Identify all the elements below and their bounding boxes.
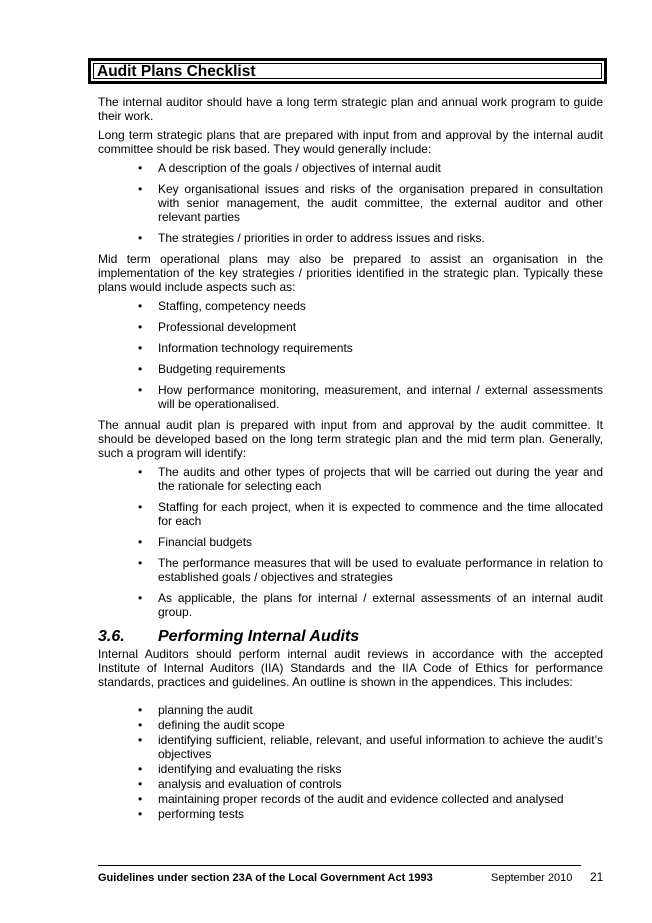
footer-document-title: Guidelines under section 23A of the Local Government Act 1993 <box>98 872 433 884</box>
footer-divider <box>98 865 581 866</box>
list-item-text: analysis and evaluation of controls <box>158 777 342 791</box>
bullet-icon: • <box>138 762 143 776</box>
list-item-text: maintaining proper records of the audit and evidence collected and analysed <box>158 792 564 806</box>
list-item-text: Staffing for each project, when it is expected to commence and the time allocated for each <box>158 500 603 528</box>
list-item <box>98 341 603 355</box>
bullet-icon: • <box>138 362 143 376</box>
list-item <box>98 733 603 761</box>
list-item <box>98 500 603 528</box>
list-item-text: Professional development <box>158 320 297 334</box>
list-item <box>98 231 603 245</box>
bullet-icon: • <box>138 807 143 821</box>
list-item <box>98 792 603 806</box>
list-item <box>98 591 603 619</box>
list-item-text: The audits and other types of projects that will be carried out during the year and the rationale for selecting each <box>158 465 603 493</box>
bullet-icon: • <box>138 341 143 355</box>
section-list <box>98 703 603 821</box>
section-title: Performing Internal Audits <box>158 628 360 645</box>
title-box <box>88 58 607 84</box>
list-item-text: As applicable, the plans for internal / external assessments of an internal audit group. <box>158 591 603 619</box>
bullet-icon: • <box>138 161 143 175</box>
list-item-text: performing tests <box>158 807 245 821</box>
bullet-icon: • <box>138 383 143 397</box>
bullet-icon: • <box>138 718 143 732</box>
list-item <box>98 161 603 175</box>
bullet-icon: • <box>138 299 143 313</box>
list-item-text: A description of the goals / objectives of internal audit <box>158 161 441 175</box>
list-item <box>98 762 603 776</box>
intro-paragraph-2: Long term strategic plans that are prepared with input from and approval by the internal audit committee should be risk based. They would generally include: <box>98 128 603 156</box>
list-item <box>98 718 603 732</box>
list-item-text: identifying sufficient, reliable, relevant, and useful information to achieve the audit’s objectives <box>158 733 603 761</box>
list-item-text: The performance measures that will be used to evaluate performance in relation to established goals / objectives and strategies <box>158 556 603 584</box>
list-item-text: planning the audit <box>158 703 253 717</box>
list-item-text: Staffing, competency needs <box>158 299 306 313</box>
list-item-text: Budgeting requirements <box>158 362 286 376</box>
list-item <box>98 703 603 717</box>
bullet-icon: • <box>138 320 143 334</box>
list-item <box>98 807 603 821</box>
list-item <box>98 465 603 493</box>
bullet-icon: • <box>138 465 143 479</box>
list-item-text: Key organisational issues and risks of the organisation prepared in consultation with senior management, the audit committee, the external auditor and other relevant parties <box>158 182 603 224</box>
list-item <box>98 535 603 549</box>
footer-date: September 2010 <box>491 872 573 884</box>
list-item-text: identifying and evaluating the risks <box>158 762 342 776</box>
bullet-icon: • <box>138 556 143 570</box>
section-paragraph: Internal Auditors should perform internal audit reviews in accordance with the accepted Institute of Internal Auditors (IIA) Standards and the IIA Code of Ethics for performance standards, practices and guidelines. An outline is shown in the appendices. This includes: <box>98 647 603 689</box>
intro-paragraph-1: The internal auditor should have a long term strategic plan and annual work program to guide their work. <box>98 95 603 123</box>
bullet-icon: • <box>138 535 143 549</box>
bullet-icon: • <box>138 792 143 806</box>
list-item <box>98 777 603 791</box>
page-number: 21 <box>590 870 604 884</box>
main-content <box>98 95 603 825</box>
bullet-icon: • <box>138 182 143 196</box>
list-item <box>98 299 603 313</box>
list-item <box>98 362 603 376</box>
list-item-text: How performance monitoring, measurement, and internal / external assessments will be operationalised. <box>158 383 603 411</box>
mid-term-list <box>98 299 603 411</box>
list-item-text: Financial budgets <box>158 535 253 549</box>
bullet-icon: • <box>138 500 143 514</box>
bullet-icon: • <box>138 733 143 747</box>
list-item <box>98 556 603 584</box>
annual-plan-paragraph: The annual audit plan is prepared with input from and approval by the audit committee. It should be developed based on the long term strategic plan and the mid term plan. Generally, such a program will identify: <box>98 418 603 460</box>
bullet-icon: • <box>138 703 143 717</box>
bullet-icon: • <box>138 777 143 791</box>
list-item <box>98 182 603 224</box>
list-item-text: Information technology requirements <box>158 341 353 355</box>
section-heading <box>98 628 603 646</box>
mid-term-paragraph: Mid term operational plans may also be prepared to assist an organisation in the implementation of the key strategies / priorities identified in the strategic plan. Typically these plans would include aspects such as: <box>98 252 603 294</box>
annual-plan-list <box>98 465 603 619</box>
list-item-text: The strategies / priorities in order to address issues and risks. <box>158 231 485 245</box>
bullet-icon: • <box>138 231 143 245</box>
bullet-icon: • <box>138 591 143 605</box>
strategic-plan-list <box>98 161 603 245</box>
list-item-text: defining the audit scope <box>158 718 285 732</box>
list-item <box>98 320 603 334</box>
page-title: Audit Plans Checklist <box>97 63 256 80</box>
list-item <box>98 383 603 411</box>
section-number: 3.6. <box>98 628 125 645</box>
